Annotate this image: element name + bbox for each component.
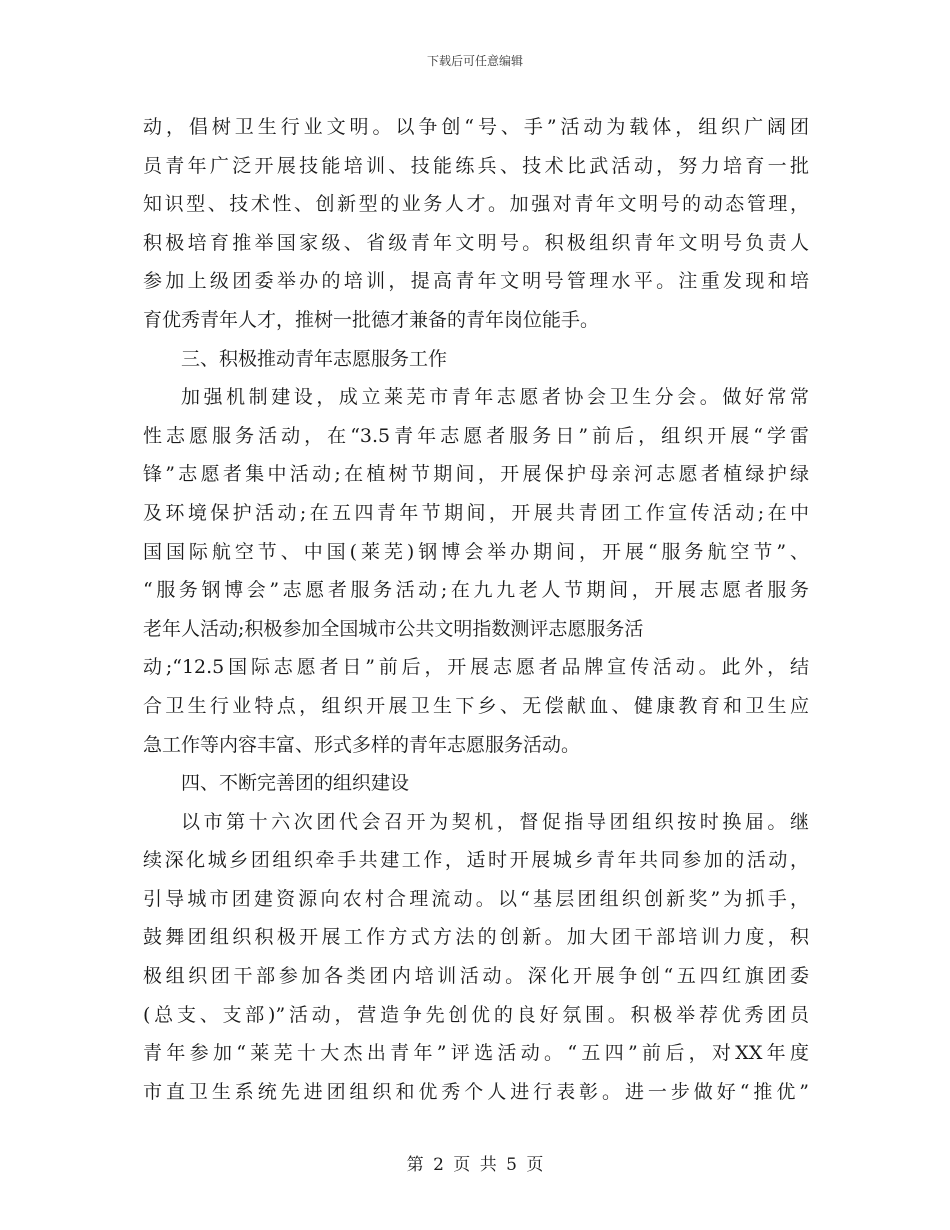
text-line: 参加上级团委举办的培训，提高青年文明号管理水平。注重发现和培 [143,270,809,293]
text-line: 引导城市团建资源向农村合理流动。以“基层团组织创新奖”为抓手， [143,887,809,910]
text-line: 积极培育推举国家级、省级青年文明号。积极组织青年文明号负责人 [143,231,809,254]
text-line: 锋”志愿者集中活动;在植树节期间，开展保护母亲河志愿者植绿护绿 [143,463,809,486]
text-line: 急工作等内容丰富、形式多样的青年志愿服务活动。 [143,733,581,756]
text-line: 续深化城乡团组织牵手共建工作，适时开展城乡青年共同参加的活动， [143,849,809,872]
text-line: 员青年广泛开展技能培训、技能练兵、技术比武活动，努力培育一批 [143,154,809,177]
text-line: 加强机制建设，成立莱芜市青年志愿者协会卫生分会。做好常常 [181,386,809,409]
section-heading: 四、不断完善团的组织建设 [181,772,410,795]
page-number-footer: 第 2 页 共 5 页 [406,1155,544,1175]
text-line: 合卫生行业特点，组织开展卫生下乡、无偿献血、健康教育和卫生应 [143,694,809,717]
section-heading: 三、积极推动青年志愿服务工作 [181,347,448,370]
text-line: 及环境保护活动;在五四青年节期间，开展共青团工作宣传活动;在中 [143,501,809,524]
text-line: 性志愿服务活动，在“3.5青年志愿者服务日”前后，组织开展“学雷 [143,424,809,447]
text-line: 国国际航空节、中国(莱芜)钢博会举办期间，开展“服务航空节”、 [143,540,809,563]
text-line: 育优秀青年人才，推树一批德才兼备的青年岗位能手。 [143,308,600,331]
text-line: 鼓舞团组织积极开展工作方式方法的创新。加大团干部培训力度，积 [143,926,809,949]
text-line: 老年人活动;积极参加全国城市公共文明指数测评志愿服务活 [143,617,644,640]
text-line: 市直卫生系统先进团组织和优秀个人进行表彰。进一步做好“推优” [143,1080,809,1103]
text-line: “服务钢博会”志愿者服务活动;在九九老人节期间，开展志愿者服务 [143,579,809,602]
text-line: 极组织团干部参加各类团内培训活动。深化开展争创“五四红旗团委 [143,965,809,988]
text-line: 动，倡树卫生行业文明。以争创“号、手”活动为载体，组织广阔团 [143,116,809,138]
text-line: 青年参加“莱芜十大杰出青年”评选活动。“五四”前后，对XX年度 [143,1042,809,1065]
text-line: 以市第十六次团代会召开为契机，督促指导团组织按时换届。继 [181,810,809,833]
document-body [143,108,809,1111]
text-line: (总支、支部)”活动，营造争先创优的良好氛围。积极举荐优秀团员 [143,1003,809,1026]
text-line: 动;“12.5国际志愿者日”前后，开展志愿者品牌宣传活动。此外，结 [143,656,809,679]
page-header: 下载后可任意编辑 [426,54,523,68]
text-line: 知识型、技术性、创新型的业务人才。加强对青年文明号的动态管理， [143,193,809,216]
